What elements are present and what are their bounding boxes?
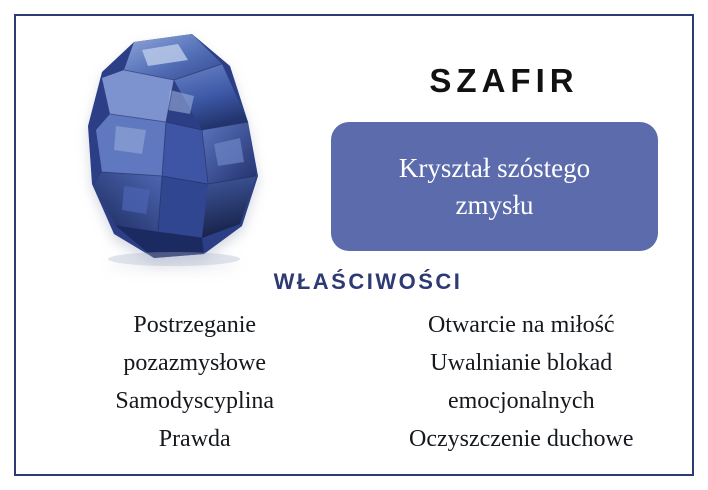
properties-left-column (44, 306, 345, 458)
subtitle-badge-text: Kryształ szóstego zmysłu (398, 153, 591, 220)
list-item: emocjonalnych (447, 388, 595, 414)
properties-columns (44, 306, 672, 458)
list-item: Postrzeganie (133, 312, 257, 338)
properties-right-column (371, 306, 672, 458)
list-item: Oczyszczenie duchowe (409, 426, 634, 452)
sapphire-image-container (62, 26, 292, 266)
list-item: Uwalnianie blokad (430, 350, 613, 376)
properties-heading: WŁAŚCIWOŚCI (273, 269, 463, 294)
list-item: Otwarcie na miłość (427, 312, 615, 338)
page-title: SZAFIR (429, 62, 579, 99)
rough-sapphire-stone-icon (62, 26, 292, 266)
list-item: pozazmysłowe (123, 350, 267, 376)
subtitle-badge (331, 122, 658, 251)
list-item: Samodyscyplina (115, 388, 275, 414)
list-item: Prawda (158, 426, 231, 452)
card-content (14, 14, 694, 476)
